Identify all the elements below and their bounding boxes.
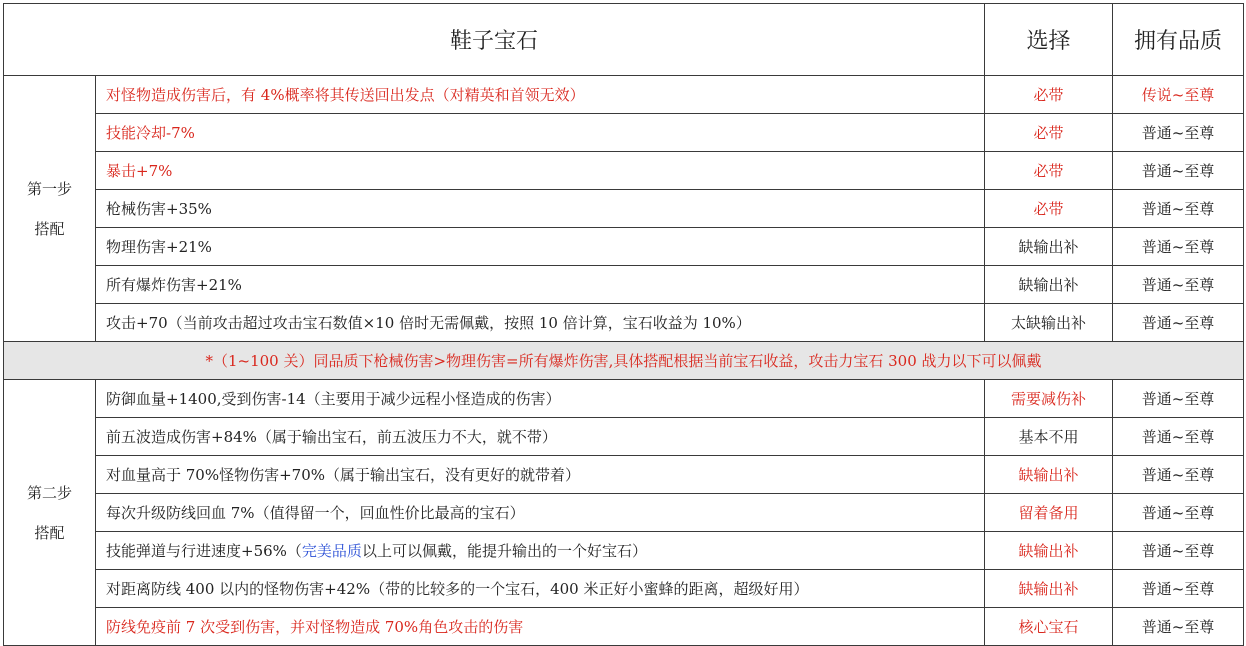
gem-desc: 每次升级防线回血 7%（值得留一个，回血性价比最高的宝石）	[96, 494, 985, 532]
table-row	[4, 76, 1244, 114]
gem-select: 必带	[985, 152, 1113, 190]
gem-desc	[96, 532, 985, 570]
gem-desc: 攻击+70（当前攻击超过攻击宝石数值×10 倍时无需佩戴，按照 10 倍计算，宝石收益为 10%）	[96, 304, 985, 342]
gem-quality: 普通~至尊	[1113, 152, 1244, 190]
gem-table	[3, 3, 1244, 646]
gem-select: 缺输出补	[985, 570, 1113, 608]
gem-select: 核心宝石	[985, 608, 1113, 646]
gem-quality: 普通~至尊	[1113, 114, 1244, 152]
table-row	[4, 380, 1244, 418]
table-row	[4, 304, 1244, 342]
gem-select: 缺输出补	[985, 532, 1113, 570]
step1-label	[4, 76, 96, 342]
gem-quality: 普通~至尊	[1113, 456, 1244, 494]
header-quality: 拥有品质	[1113, 4, 1244, 76]
table-row	[4, 418, 1244, 456]
table-row	[4, 532, 1244, 570]
gem-select: 缺输出补	[985, 228, 1113, 266]
step1-label-a: 第一步	[26, 179, 72, 198]
gem-select: 缺输出补	[985, 266, 1113, 304]
gem-select: 缺输出补	[985, 456, 1113, 494]
gem-quality: 普通~至尊	[1113, 418, 1244, 456]
step2-label-b: 搭配	[34, 523, 65, 542]
perfect-quality-text: 完美品质	[301, 542, 362, 560]
note-text: *（1~100 关）同品质下枪械伤害>物理伤害=所有爆炸伤害,具体搭配根据当前宝石收益，攻击力宝石 300 战力以下可以佩戴	[4, 342, 1244, 380]
gem-desc: 暴击+7%	[96, 152, 985, 190]
table-row	[4, 190, 1244, 228]
gem-quality: 普通~至尊	[1113, 304, 1244, 342]
table-row	[4, 494, 1244, 532]
gem-desc: 枪械伤害+35%	[96, 190, 985, 228]
gem-desc: 防线免疫前 7 次受到伤害，并对怪物造成 70%角色攻击的伤害	[96, 608, 985, 646]
desc-part: 技能弹道与行进速度+56%（	[106, 542, 302, 560]
gem-quality: 普通~至尊	[1113, 608, 1244, 646]
gem-select: 需要减伤补	[985, 380, 1113, 418]
header-select: 选择	[985, 4, 1113, 76]
step2-label	[4, 380, 96, 646]
header-title: 鞋子宝石	[4, 4, 985, 76]
gem-quality: 普通~至尊	[1113, 494, 1244, 532]
gem-desc: 防御血量+1400,受到伤害-14（主要用于减少远程小怪造成的伤害）	[96, 380, 985, 418]
gem-desc: 物理伤害+21%	[96, 228, 985, 266]
gem-desc: 对怪物造成伤害后，有 4%概率将其传送回出发点（对精英和首领无效）	[96, 76, 985, 114]
header-row	[4, 4, 1244, 76]
table-row	[4, 228, 1244, 266]
gem-quality: 传说~至尊	[1113, 76, 1244, 114]
gem-desc: 对血量高于 70%怪物伤害+70%（属于输出宝石，没有更好的就带着）	[96, 456, 985, 494]
table-row	[4, 152, 1244, 190]
gem-desc: 所有爆炸伤害+21%	[96, 266, 985, 304]
step2-label-a: 第二步	[26, 483, 72, 502]
gem-select: 留着备用	[985, 494, 1113, 532]
gem-select: 必带	[985, 190, 1113, 228]
gem-quality: 普通~至尊	[1113, 380, 1244, 418]
desc-part: 以上可以佩戴，能提升输出的一个好宝石）	[361, 542, 647, 560]
gem-select: 必带	[985, 114, 1113, 152]
gem-select: 基本不用	[985, 418, 1113, 456]
gem-select: 太缺输出补	[985, 304, 1113, 342]
table-row	[4, 570, 1244, 608]
gem-select: 必带	[985, 76, 1113, 114]
table-row	[4, 456, 1244, 494]
gem-quality: 普通~至尊	[1113, 190, 1244, 228]
gem-desc: 对距离防线 400 以内的怪物伤害+42%（带的比较多的一个宝石，400 米正好小蜜蜂的距离，超级好用）	[96, 570, 985, 608]
gem-quality: 普通~至尊	[1113, 266, 1244, 304]
note-row	[4, 342, 1244, 380]
gem-desc: 前五波造成伤害+84%（属于输出宝石，前五波压力不大，就不带）	[96, 418, 985, 456]
table-row	[4, 114, 1244, 152]
gem-quality: 普通~至尊	[1113, 532, 1244, 570]
gem-desc: 技能冷却-7%	[96, 114, 985, 152]
gem-quality: 普通~至尊	[1113, 228, 1244, 266]
table-row	[4, 266, 1244, 304]
gem-quality: 普通~至尊	[1113, 570, 1244, 608]
step1-label-b: 搭配	[34, 219, 65, 238]
